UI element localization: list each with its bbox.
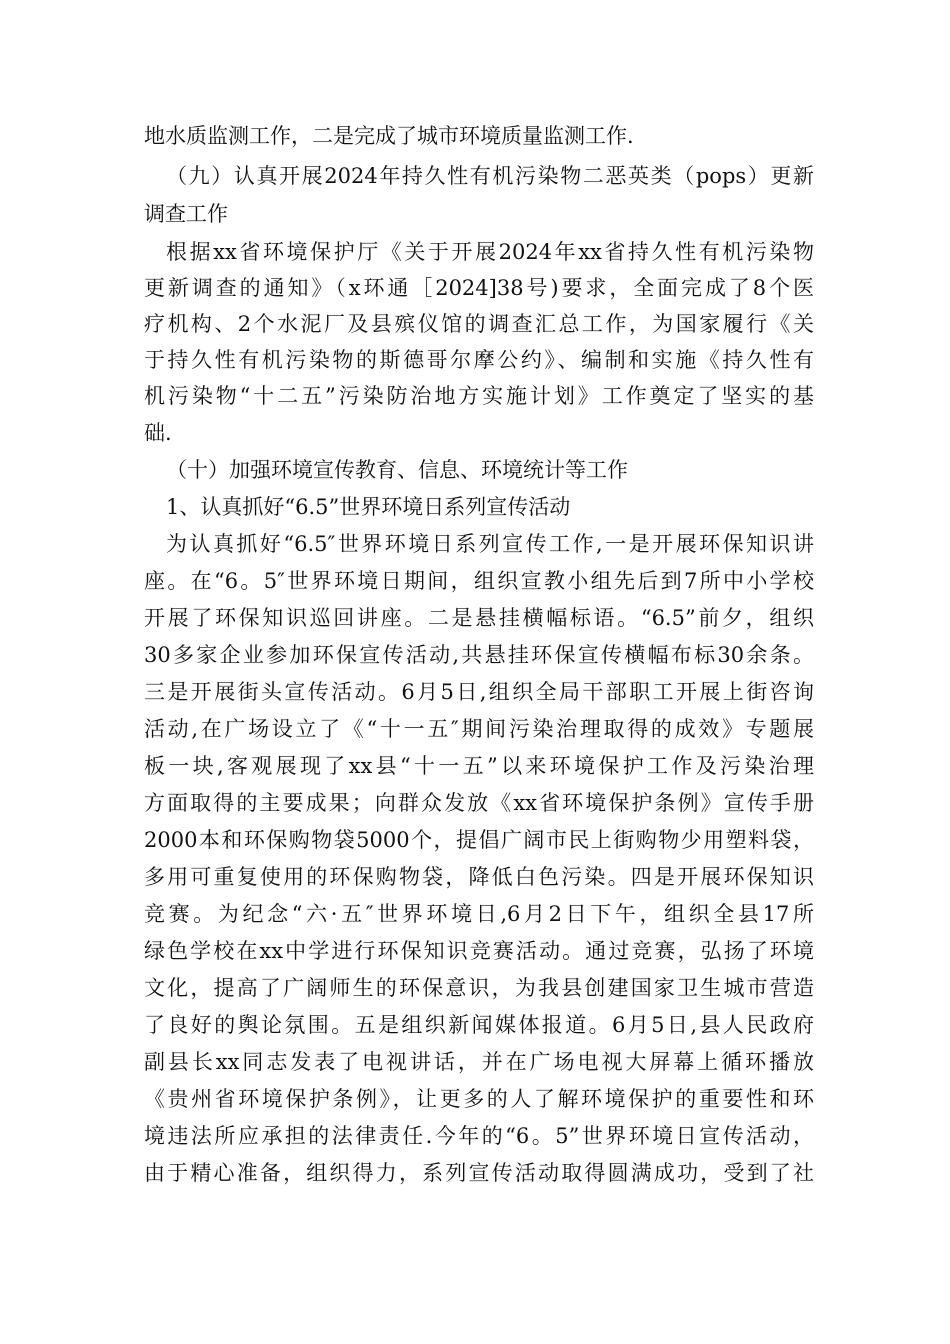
paragraph-line: 座。在“6。5″世界环境日期间，组织宣教小组先后到7所中小学校 xyxy=(144,569,814,593)
section-heading-10: （十）加强环境宣传教育、信息、环境统计等工作 xyxy=(166,458,628,482)
paragraph-line: 方面取得的主要成果；向群众发放《xx省环境保护条例》宣传手册 xyxy=(144,791,814,815)
text-line: 地水质监测工作，二是完成了城市环境质量监测工作. xyxy=(144,124,634,148)
paragraph-line: 由于精心准备，组织得力，系列宣传活动取得圆满成功，受到了社 xyxy=(144,1161,814,1185)
paragraph-line: 了良好的舆论氛围。五是组织新闻媒体报道。6月5日,县人民政府 xyxy=(144,1013,814,1037)
paragraph-line: 为认真抓好“6.5″世界环境日系列宣传工作,一是开展环保知识讲 xyxy=(166,532,814,556)
section-heading-9: （九）认真开展2024年持久性有机污染物二恶英类（pops）更新 xyxy=(166,164,814,188)
paragraph-line: 疗机构、2个水泥厂及县殡仪馆的调查汇总工作，为国家履行《关 xyxy=(144,312,814,336)
paragraph-line: 《贵州省环境保护条例》，让更多的人了解环境保护的重要性和环 xyxy=(144,1087,814,1111)
paragraph-line: 机污染物“十二五”污染防治地方实施计划》工作奠定了坚实的基 xyxy=(144,384,814,408)
paragraph-line: 多用可重复使用的环保购物袋，降低白色污染。四是开展环保知识 xyxy=(144,865,814,889)
paragraph-line: 板一块,客观展现了xx县“十一五”以来环境保护工作及污染治理 xyxy=(144,754,814,778)
paragraph-line: 活动,在广场设立了《“十一五″期间污染治理取得的成效》专题展 xyxy=(144,717,814,741)
subsection-heading-1: 1、认真抓好“6.5”世界环境日系列宣传活动 xyxy=(166,495,571,519)
paragraph-line: 础. xyxy=(144,421,172,445)
section-heading-9-cont: 调查工作 xyxy=(144,202,228,226)
paragraph-line: 更新调查的通知》（x环通［2024]38号)要求，全面完成了8个医 xyxy=(144,276,814,300)
paragraph-line: 2000本和环保购物袋5000个，提倡广阔市民上街购物少用塑料袋， xyxy=(144,828,814,852)
paragraph-line: 30多家企业参加环保宣传活动,共悬挂环保宣传横幅布标30余条。 xyxy=(144,643,814,667)
paragraph-line: 三是开展街头宣传活动。6月5日,组织全局干部职工开展上街咨询 xyxy=(144,680,814,704)
paragraph-line: 开展了环保知识巡回讲座。二是悬挂横幅标语。“6.5”前夕，组织 xyxy=(144,606,814,630)
paragraph-line: 竞赛。为纪念“六·五″世界环境日,6月2日下午，组织全县17所 xyxy=(144,902,814,926)
paragraph-line: 于持久性有机污染物的斯德哥尔摩公约》、编制和实施《持久性有 xyxy=(144,348,814,372)
paragraph-line: 根据xx省环境保护厅《关于开展2024年xx省持久性有机污染物 xyxy=(166,240,814,264)
paragraph-line: 副县长xx同志发表了电视讲话，并在广场电视大屏幕上循环播放 xyxy=(144,1050,814,1074)
paragraph-line: 境违法所应承担的法律责任.今年的“6。5”世界环境日宣传活动， xyxy=(144,1124,814,1148)
paragraph-line: 文化，提高了广阔师生的环保意识，为我县创建国家卫生城市营造 xyxy=(144,976,814,1000)
paragraph-line: 绿色学校在xx中学进行环保知识竞赛活动。通过竞赛，弘扬了环境 xyxy=(144,939,814,963)
